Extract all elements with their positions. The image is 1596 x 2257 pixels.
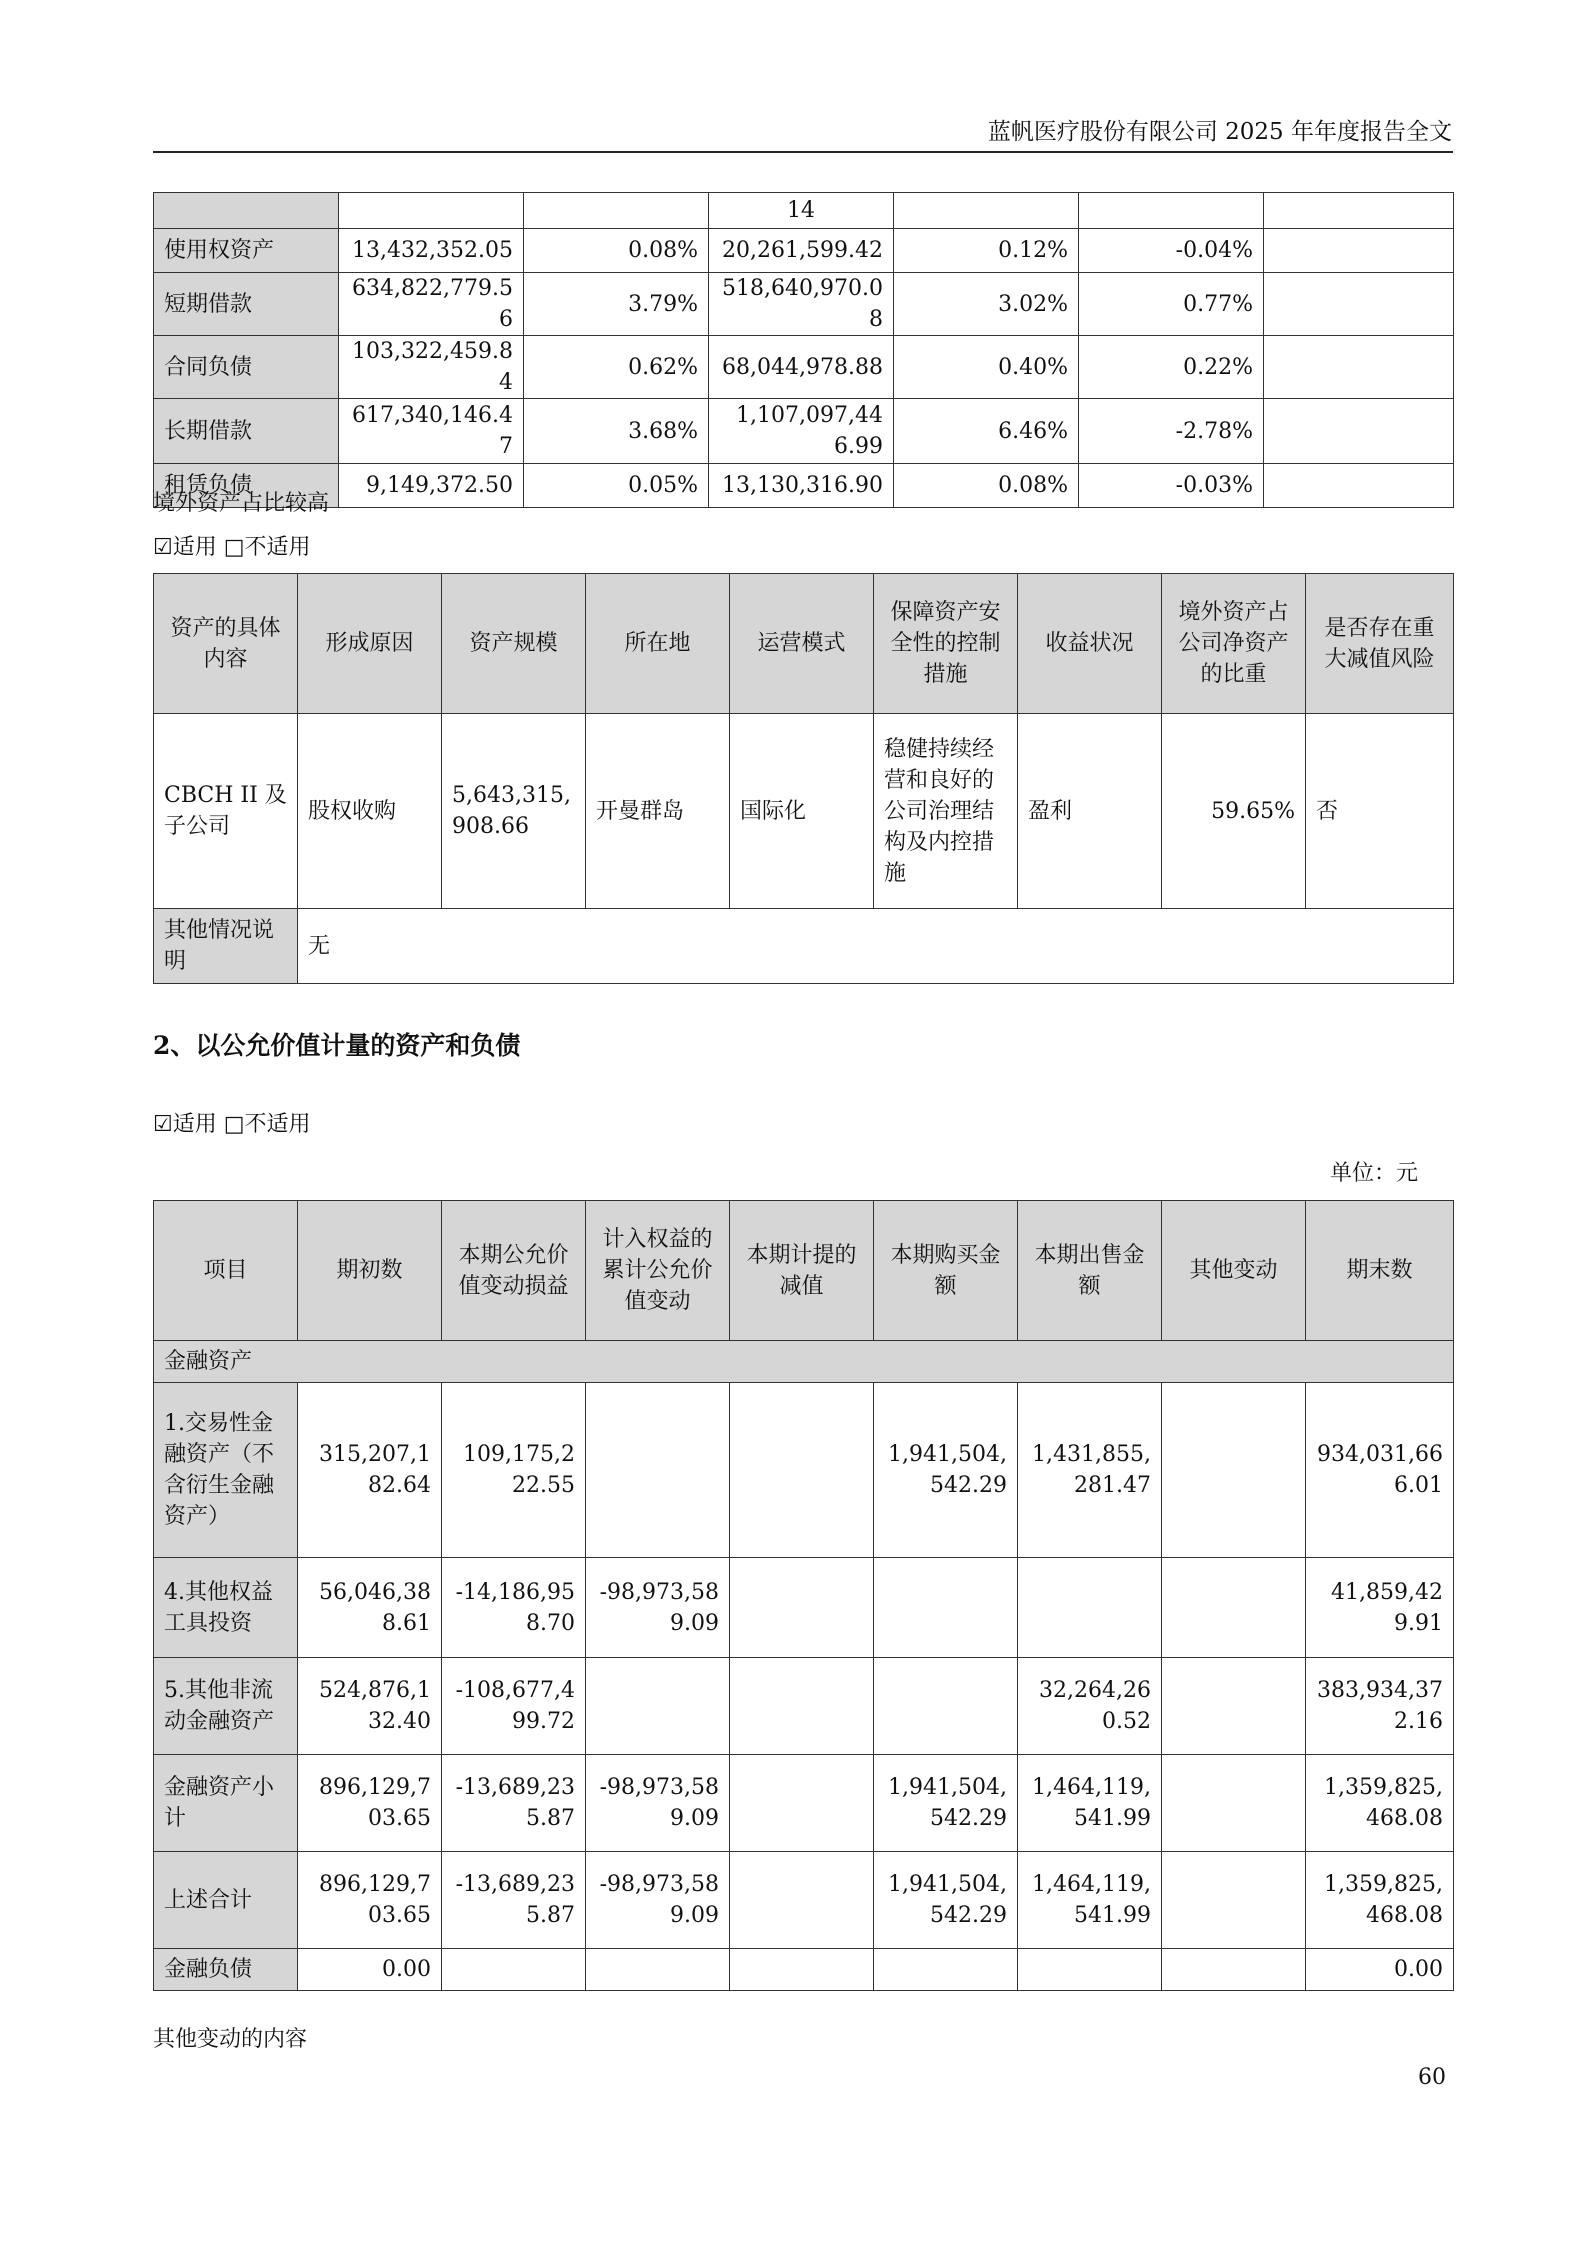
row-label: 合同负债 — [154, 336, 339, 399]
column-header: 期初数 — [298, 1201, 442, 1341]
table-row — [154, 1852, 1454, 1949]
table-cell: 41,859,429.91 — [1306, 1558, 1454, 1658]
table-cell — [1018, 1558, 1162, 1658]
table-cell: -98,973,589.09 — [586, 1558, 730, 1658]
table-cell: 56,046,388.61 — [298, 1558, 442, 1658]
column-header: 本期出售金额 — [1018, 1201, 1162, 1341]
table-cell — [1162, 1755, 1306, 1852]
table-cell — [874, 1558, 1018, 1658]
row-label: 租赁负债 — [154, 464, 339, 508]
table-cell: CBCH II 及子公司 — [154, 714, 298, 909]
group-label: 金融资产 — [154, 1341, 1454, 1383]
unit-label: 单位：元 — [1330, 1161, 1419, 1186]
table-row — [154, 1383, 1454, 1558]
table-cell — [154, 193, 339, 229]
table-cell: -13,689,235.87 — [442, 1755, 586, 1852]
table-row — [154, 1658, 1454, 1755]
table-cell: 934,031,666.01 — [1306, 1383, 1454, 1558]
table-cell: 1,464,119,541.99 — [1018, 1755, 1162, 1852]
table-cell: 32,264,260.52 — [1018, 1658, 1162, 1755]
table-cell — [730, 1558, 874, 1658]
table-cell: 1,431,855,281.47 — [1018, 1383, 1162, 1558]
applicable-checkbox-2: ☑适用 □不适用 — [153, 1112, 311, 1137]
table-row — [154, 1949, 1454, 1991]
row-label: 金融资产小计 — [154, 1755, 298, 1852]
table-row — [154, 336, 1454, 399]
table-cell — [1162, 1383, 1306, 1558]
table-cell: 9,149,372.50 — [339, 464, 524, 508]
table-cell: 3.79% — [524, 273, 709, 336]
table-header-row — [154, 1201, 1454, 1341]
table-cell: 0.40% — [894, 336, 1079, 399]
table-cell: 383,934,372.16 — [1306, 1658, 1454, 1755]
column-header: 期末数 — [1306, 1201, 1454, 1341]
table-cell — [1264, 193, 1454, 229]
table-cell: 否 — [1306, 714, 1454, 909]
table-row — [154, 193, 1454, 229]
row-label: 短期借款 — [154, 273, 339, 336]
table-cell: 0.05% — [524, 464, 709, 508]
table-cell: 109,175,222.55 — [442, 1383, 586, 1558]
table-row — [154, 1558, 1454, 1658]
column-header: 收益状况 — [1018, 574, 1162, 714]
table-cell — [586, 1658, 730, 1755]
table-cell — [524, 193, 709, 229]
column-header: 资产规模 — [442, 574, 586, 714]
table-cell: -13,689,235.87 — [442, 1852, 586, 1949]
table-cell — [1079, 193, 1264, 229]
column-header: 本期计提的减值 — [730, 1201, 874, 1341]
table-cell: 3.02% — [894, 273, 1079, 336]
table-row — [154, 273, 1454, 336]
table-cell: 5,643,315,908.66 — [442, 714, 586, 909]
table-cell: 0.08% — [524, 229, 709, 273]
table-cell: -0.04% — [1079, 229, 1264, 273]
report-header-title: 蓝帆医疗股份有限公司 2025 年年度报告全文 — [987, 119, 1452, 145]
column-header: 计入权益的累计公允价值变动 — [586, 1201, 730, 1341]
table-row — [154, 229, 1454, 273]
table-cell: 518,640,970.08 — [709, 273, 894, 336]
table-cell: 稳健持续经营和良好的公司治理结构及内控措施 — [874, 714, 1018, 909]
column-header: 其他变动 — [1162, 1201, 1306, 1341]
column-header: 本期购买金额 — [874, 1201, 1018, 1341]
table-cell: 0.00 — [1306, 1949, 1454, 1991]
column-header: 保障资产安全性的控制措施 — [874, 574, 1018, 714]
other-changes-note: 其他变动的内容 — [153, 2027, 308, 2052]
row-label: 上述合计 — [154, 1852, 298, 1949]
applicable-checkbox-1: ☑适用 □不适用 — [153, 535, 311, 560]
table-cell: 1,359,825,468.08 — [1306, 1852, 1454, 1949]
column-header: 资产的具体内容 — [154, 574, 298, 714]
table-row — [154, 1755, 1454, 1852]
table-cell: 1,941,504,542.29 — [874, 1852, 1018, 1949]
table-cell: 13,130,316.90 — [709, 464, 894, 508]
table-cell: -108,677,499.72 — [442, 1658, 586, 1755]
section-heading: 2、以公允价值计量的资产和负债 — [153, 1031, 521, 1060]
table-cell: 59.65% — [1162, 714, 1306, 909]
table-cell: -98,973,589.09 — [586, 1852, 730, 1949]
column-header: 形成原因 — [298, 574, 442, 714]
table-cell: 1,941,504,542.29 — [874, 1755, 1018, 1852]
table-cell: 0.12% — [894, 229, 1079, 273]
table-cell: 无 — [298, 909, 1454, 984]
table-cell: 14 — [709, 193, 894, 229]
table-cell — [1018, 1949, 1162, 1991]
table-cell — [730, 1658, 874, 1755]
row-label: 金融负债 — [154, 1949, 298, 1991]
column-header: 所在地 — [586, 574, 730, 714]
row-label: 使用权资产 — [154, 229, 339, 273]
page-number: 60 — [1418, 2065, 1446, 2090]
table-cell: 1,359,825,468.08 — [1306, 1755, 1454, 1852]
table-cell: 1,941,504,542.29 — [874, 1383, 1018, 1558]
table-cell — [1162, 1558, 1306, 1658]
table-cell — [1264, 273, 1454, 336]
column-header: 是否存在重大减值风险 — [1306, 574, 1454, 714]
row-label: 1.交易性金融资产（不含衍生金融资产） — [154, 1383, 298, 1558]
table-cell: 617,340,146.47 — [339, 399, 524, 464]
table-cell: 103,322,459.84 — [339, 336, 524, 399]
table-row — [154, 909, 1454, 984]
table-cell: 896,129,703.65 — [298, 1755, 442, 1852]
table-cell: 3.68% — [524, 399, 709, 464]
table-row — [154, 464, 1454, 508]
table-cell: 20,261,599.42 — [709, 229, 894, 273]
table-row — [154, 714, 1454, 909]
table-row — [154, 399, 1454, 464]
table-cell — [586, 1383, 730, 1558]
table-cell: 0.62% — [524, 336, 709, 399]
row-label: 5.其他非流动金融资产 — [154, 1658, 298, 1755]
table-cell — [339, 193, 524, 229]
table-header-row — [154, 574, 1454, 714]
table-cell — [730, 1852, 874, 1949]
table-cell: -0.03% — [1079, 464, 1264, 508]
table-cell — [1162, 1852, 1306, 1949]
header-divider — [153, 151, 1453, 153]
table-cell — [1264, 336, 1454, 399]
table-cell — [1162, 1949, 1306, 1991]
column-header: 本期公允价值变动损益 — [442, 1201, 586, 1341]
overseas-assets-heading: 境外资产占比较高 — [153, 491, 330, 516]
overseas-assets-table — [153, 573, 1454, 984]
fair-value-table — [153, 1200, 1454, 1991]
table-cell: 0.08% — [894, 464, 1079, 508]
table-cell — [730, 1383, 874, 1558]
table-cell: 315,207,182.64 — [298, 1383, 442, 1558]
table-cell: 盈利 — [1018, 714, 1162, 909]
table-cell: -98,973,589.09 — [586, 1755, 730, 1852]
table-cell: 0.77% — [1079, 273, 1264, 336]
table-cell — [1162, 1658, 1306, 1755]
row-label: 4.其他权益工具投资 — [154, 1558, 298, 1658]
group-row — [154, 1341, 1454, 1383]
table-cell — [442, 1949, 586, 1991]
row-label: 长期借款 — [154, 399, 339, 464]
table-cell: 6.46% — [894, 399, 1079, 464]
table-cell: -14,186,958.70 — [442, 1558, 586, 1658]
table-cell — [730, 1755, 874, 1852]
table-cell: 1,107,097,446.99 — [709, 399, 894, 464]
table-cell: 国际化 — [730, 714, 874, 909]
column-header: 境外资产占公司净资产的比重 — [1162, 574, 1306, 714]
table-cell — [874, 1658, 1018, 1755]
table-cell: 0.00 — [298, 1949, 442, 1991]
table-cell: 68,044,978.88 — [709, 336, 894, 399]
table-cell: 开曼群岛 — [586, 714, 730, 909]
row-label: 其他情况说明 — [154, 909, 298, 984]
asset-liability-change-table — [153, 192, 1454, 508]
table-cell — [730, 1949, 874, 1991]
table-cell — [894, 193, 1079, 229]
column-header: 项目 — [154, 1201, 298, 1341]
table-cell — [1264, 399, 1454, 464]
table-cell: 634,822,779.56 — [339, 273, 524, 336]
table-cell: 股权收购 — [298, 714, 442, 909]
column-header: 运营模式 — [730, 574, 874, 714]
table-cell: -2.78% — [1079, 399, 1264, 464]
table-cell — [1264, 229, 1454, 273]
table-cell: 1,464,119,541.99 — [1018, 1852, 1162, 1949]
table-cell: 13,432,352.05 — [339, 229, 524, 273]
table-cell — [1264, 464, 1454, 508]
table-cell: 524,876,132.40 — [298, 1658, 442, 1755]
table-cell — [586, 1949, 730, 1991]
table-cell: 896,129,703.65 — [298, 1852, 442, 1949]
table-cell: 0.22% — [1079, 336, 1264, 399]
table-cell — [874, 1949, 1018, 1991]
